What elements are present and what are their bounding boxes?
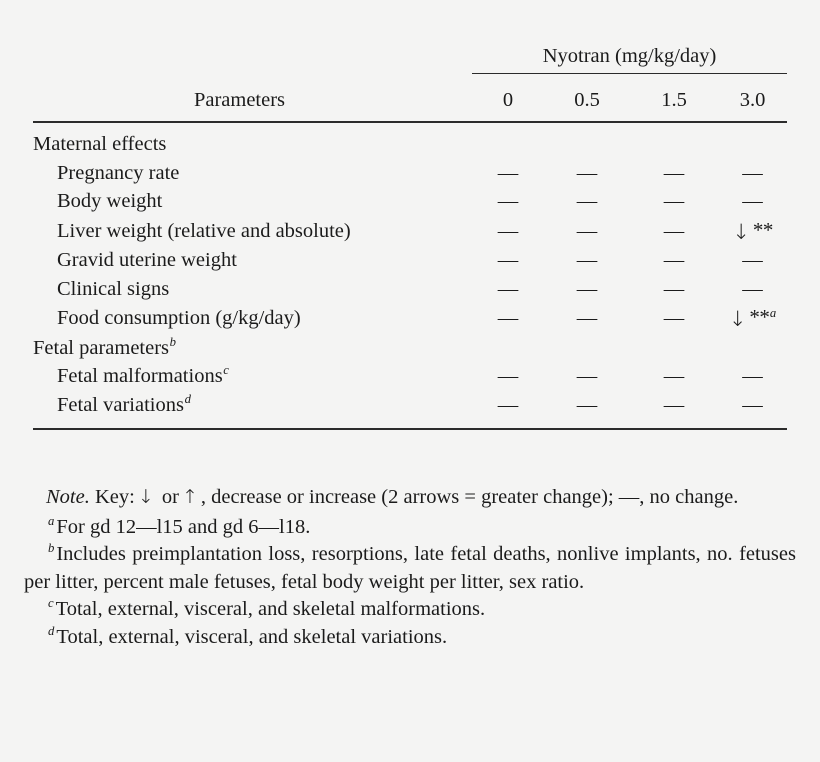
cell-no-change — [630, 275, 718, 304]
note-key-mid: or — [156, 486, 179, 508]
em-dash-icon: — — [497, 219, 519, 242]
cell-no-change — [718, 247, 787, 276]
up-arrow-icon: ↑ — [181, 486, 198, 508]
table-row — [33, 247, 787, 276]
row-label: Body weight — [57, 190, 163, 212]
row-label: Liver weight (relative and absolute) — [57, 219, 351, 242]
em-dash-icon: — — [663, 277, 685, 300]
em-dash-icon: — — [576, 277, 598, 300]
cell-no-change — [718, 391, 787, 429]
cell-empty — [718, 334, 787, 363]
parameters-header: Parameters — [193, 89, 286, 111]
table-body — [33, 122, 787, 429]
cell-no-change — [472, 188, 544, 217]
spanner-rule-row — [33, 74, 787, 84]
footnote-list — [24, 514, 796, 652]
footnote-marker: b — [169, 334, 176, 349]
table-bottom-rule — [33, 429, 787, 430]
table-row — [33, 304, 787, 335]
em-dash-icon: — — [497, 190, 519, 212]
em-dash-icon: — — [497, 393, 519, 416]
cell-no-change — [472, 159, 544, 188]
cell-no-change — [718, 275, 787, 304]
footnote-marker: d — [184, 391, 191, 406]
cell-empty — [544, 122, 630, 159]
bottom-rule-cell — [33, 429, 787, 430]
row-label: Clinical signs — [57, 277, 170, 300]
cell-no-change — [472, 247, 544, 276]
cell-empty — [630, 122, 718, 159]
em-dash-icon: — — [742, 249, 763, 271]
em-dash-icon: — — [742, 161, 763, 184]
cell-no-change — [630, 188, 718, 217]
table-header — [33, 22, 787, 122]
table-row — [33, 334, 787, 363]
footnote-a — [24, 514, 796, 542]
cell-no-change — [472, 304, 544, 335]
em-dash-icon: — — [663, 219, 685, 242]
em-dash-icon: — — [497, 161, 519, 184]
row-label: Maternal effects — [33, 133, 167, 155]
cell-no-change — [472, 275, 544, 304]
note-key-lead: Key: — [89, 486, 135, 508]
note-label: Note. — [46, 486, 90, 508]
cell-no-change — [630, 391, 718, 429]
cell-no-change — [630, 304, 718, 335]
cell-no-change — [630, 363, 718, 392]
em-dash-icon: — — [742, 190, 763, 212]
row-label: Fetal malformations$^c$ — [57, 363, 229, 387]
down-arrow-icon: ↓ — [137, 486, 154, 508]
em-dash-icon: — — [497, 307, 519, 329]
cell-no-change — [544, 247, 630, 276]
cell-no-change — [544, 188, 630, 217]
results-table — [33, 22, 787, 430]
em-dash-icon: — — [663, 161, 685, 184]
em-dash-icon: — — [663, 365, 685, 387]
cell-no-change — [544, 216, 630, 247]
footnote-marker: d — [48, 623, 55, 638]
down-arrow-icon: ↓ — [728, 307, 747, 331]
dose-header-0: 0 — [502, 89, 514, 111]
dose-header-2: 1.5 — [661, 89, 687, 111]
em-dash-icon: — — [576, 190, 598, 212]
footnote-text: Total, external, visceral, and skeletal variations. — [56, 625, 448, 648]
footnote-b — [24, 541, 796, 596]
em-dash-icon: — — [742, 393, 763, 416]
cell-no-change — [630, 247, 718, 276]
em-dash-icon: — — [742, 365, 763, 387]
notes-section — [24, 484, 796, 651]
results-table-block — [33, 22, 787, 430]
spanner-empty-cell — [33, 22, 472, 74]
em-dash-icon: — — [663, 249, 685, 271]
table-footer — [33, 429, 787, 430]
cell-no-change — [718, 363, 787, 392]
cell-no-change — [544, 304, 630, 335]
dose-header-1: 0.5 — [574, 89, 600, 111]
note-key-tail: , decrease or increase (2 arrows = greater change); —, no change. — [200, 486, 739, 508]
cell-no-change — [544, 391, 630, 429]
footnote-marker: c — [48, 596, 54, 611]
footnote-marker: a — [769, 306, 777, 321]
table-row — [33, 188, 787, 217]
spanner-label: Nyotran (mg/kg/day) — [542, 45, 717, 67]
row-label: Food consumption (g/kg/day) — [57, 307, 301, 329]
cell-no-change — [472, 391, 544, 429]
row-label: Fetal variations$^d$ — [57, 391, 191, 416]
spanner-rule-gap — [33, 74, 472, 84]
cell-empty — [718, 122, 787, 159]
significance-stars: ** — [752, 217, 773, 242]
footnote-text: Total, external, visceral, and skeletal malformations. — [55, 598, 486, 621]
em-dash-icon: — — [497, 365, 519, 387]
table-row — [33, 363, 787, 392]
significance-stars: ** — [749, 305, 770, 329]
cell-no-change — [544, 275, 630, 304]
column-header-row — [33, 83, 787, 121]
row-label: Fetal parameters$^b$ — [33, 334, 176, 359]
em-dash-icon: — — [576, 161, 598, 184]
cell-no-change — [718, 188, 787, 217]
em-dash-icon: — — [663, 190, 685, 212]
dose-header-3: 3.0 — [739, 89, 766, 111]
table-row — [33, 275, 787, 304]
row-label: Pregnancy rate — [57, 161, 180, 184]
table-row — [33, 122, 787, 159]
em-dash-icon: — — [742, 277, 763, 300]
cell-decrease — [718, 216, 787, 247]
em-dash-icon: — — [576, 365, 598, 387]
cell-no-change — [544, 159, 630, 188]
cell-no-change — [472, 216, 544, 247]
em-dash-icon: — — [576, 393, 598, 416]
row-label: Gravid uterine weight — [57, 249, 237, 271]
table-row — [33, 159, 787, 188]
em-dash-icon: — — [663, 393, 685, 416]
em-dash-icon: — — [497, 277, 519, 300]
spanner-rule — [472, 74, 787, 84]
note-key-paragraph — [24, 484, 796, 512]
footnote-text: For gd 12—l15 and gd 6—l18. — [56, 515, 311, 538]
spanner-row — [33, 22, 787, 74]
cell-no-change — [630, 216, 718, 247]
down-arrow-icon: ↓ — [732, 219, 750, 244]
em-dash-icon: — — [497, 249, 519, 271]
footnote-text: Includes preimplantation loss, resorptions, late fetal deaths, nonlive implants, no. fetuses per litter, percent male fetuses, fetal body weight per litter, sex ratio. — [24, 543, 796, 593]
cell-empty — [630, 334, 718, 363]
em-dash-icon: — — [576, 249, 598, 271]
cell-no-change — [544, 363, 630, 392]
cell-no-change — [718, 159, 787, 188]
table-row — [33, 216, 787, 247]
footnote-c — [24, 596, 796, 624]
footnote-marker: a — [48, 513, 55, 528]
cell-no-change — [630, 159, 718, 188]
cell-empty — [544, 334, 630, 363]
table-row — [33, 391, 787, 429]
em-dash-icon: — — [663, 307, 685, 329]
footnote-marker: c — [223, 363, 229, 378]
cell-decrease — [718, 304, 787, 335]
cell-empty — [472, 334, 544, 363]
em-dash-icon: — — [576, 307, 598, 329]
em-dash-icon: — — [576, 219, 598, 242]
footnote-d — [24, 624, 796, 652]
cell-empty — [472, 122, 544, 159]
cell-no-change — [472, 363, 544, 392]
footnote-marker: b — [48, 541, 55, 556]
